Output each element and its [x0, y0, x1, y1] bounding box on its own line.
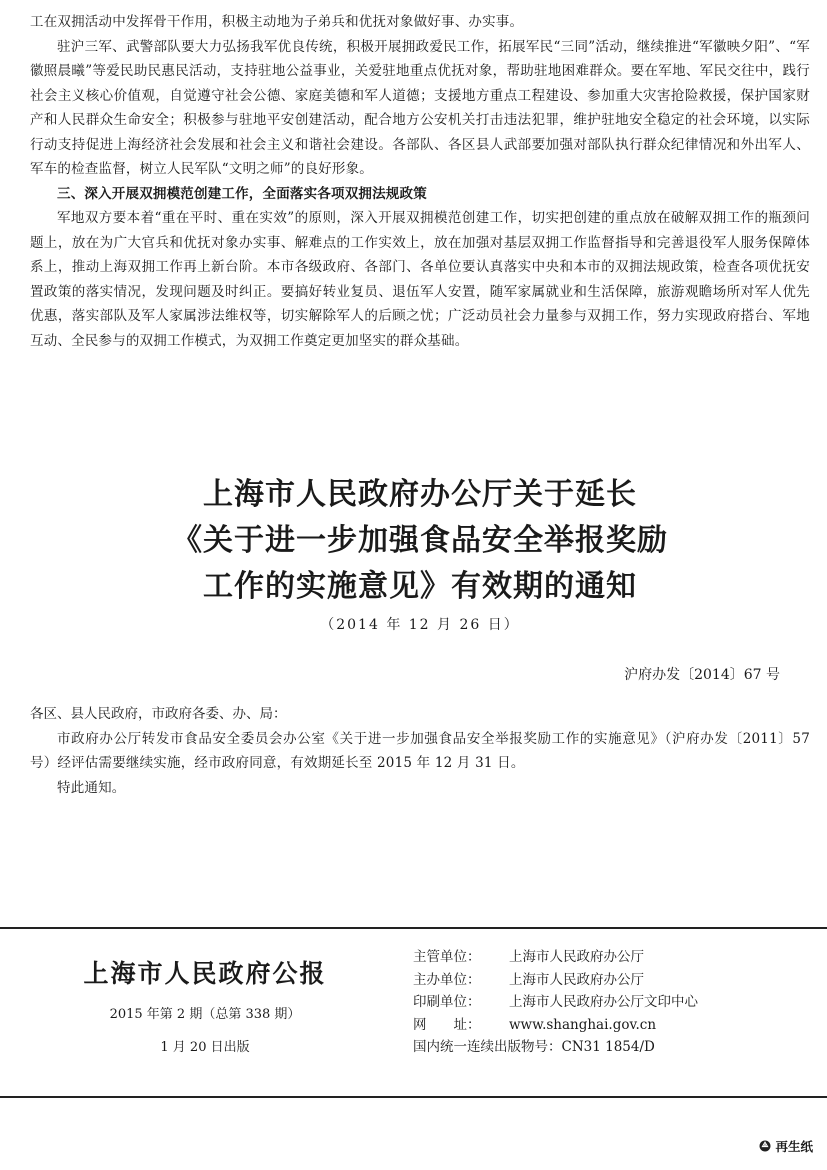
gazette-title: 上海市人民政府公报 — [83, 959, 327, 988]
recycle-icon — [759, 1140, 771, 1152]
colophon-key: 印刷单位： — [413, 994, 481, 1010]
colophon-key: 主办单位： — [413, 971, 481, 988]
notice-content: 市政府办公厅转发市食品安全委员会办公室《关于进一步加强食品安全举报奖励工作的实施意见》（沪府办发〔2011〕57 号）经评估需要继续实施，经市政府同意，有效期延长至 2015 年 12 月 31 日。 — [30, 730, 810, 771]
recycled-paper-label: 再生纸 — [775, 1139, 813, 1154]
colophon-key: 网 址： — [413, 1016, 481, 1033]
colophon-row — [413, 969, 698, 992]
colophon — [413, 946, 698, 1059]
colophon-key: 国内统一连续出版物号： — [413, 1039, 562, 1055]
notice-date: （2014 年 12 月 26 日） — [320, 617, 520, 633]
gazette-publish-date: 1 月 20 日出版 — [160, 1040, 250, 1055]
footer-top-rule — [0, 927, 827, 929]
addressee: 各区、县人民政府，市政府各委、办、局： — [30, 706, 287, 722]
colophon-row — [413, 946, 698, 969]
colophon-value: www.shanghai.gov.cn — [509, 1016, 657, 1033]
colophon-key: 主管单位： — [413, 949, 481, 965]
colophon-row — [413, 991, 698, 1014]
body-section — [30, 10, 810, 353]
notice-section — [30, 472, 810, 800]
document-number: 沪府办发〔2014〕67 号 — [624, 667, 780, 683]
colophon-value: 上海市人民政府办公厅 — [509, 971, 644, 988]
paragraph-garrison: 驻沪三军、武警部队要大力弘扬我军优良传统，积极开展拥政爱民工作，拓展军民“三同”活动，继续推进“军徽映夕阳”、“军徽照晨曦”等爱民助民惠民活动，支持驻地公益事业，关爱驻地重点优抚对象，帮助驻地困难群众。要在军地、军民交往中，践行社会主义核心价值观，自觉遵守社会公德、家庭美德和军人道德；支援地方重点工程建设、参加重大灾害抢险救援，保护国家财产和人民群众生命安全；积极参与驻地平安创建活动，配合地方公安机关打击违法犯罪，维护驻地安全稳定的社会环境，以实际行动支持促进上海经济社会发展和社会主义和谐社会建设。各部队、各区县人武部要加强对部队执行群众纪律情况和外出军人、军车的检查监督，树立人民军队“文明之师”的良好形象。 — [30, 38, 810, 177]
notice-title-line-2: 《关于进一步加强食品安全举报奖励 — [172, 523, 668, 558]
gazette-masthead — [40, 955, 370, 1055]
colophon-value: CN31 1854/D — [561, 1039, 655, 1055]
colophon-value: 上海市人民政府办公厅文印中心 — [509, 994, 698, 1010]
notice-title-line-1: 上海市人民政府办公厅关于延长 — [203, 477, 637, 512]
notice-closing: 特此通知。 — [57, 779, 126, 796]
paragraph-model-creation: 军地双方要本着“重在平时、重在实效”的原则，深入开展双拥模范创建工作，切实把创建的重点放在破解双拥工作的瓶颈问题上，放在为广大官兵和优抚对象办实事、解难点的工作实效上，放在加强对基层双拥工作监督指导和完善退役军人服务保障体系上，推动上海双拥工作再上新台阶。本市各级政府、各部门、各单位要认真落实中央和本市的双拥法规政策，检查各项优抚安置政策的落实情况，发现问题及时纠正。要搞好转业复员、退伍军人安置，随军家属就业和生活保障，旅游观瞻场所对军人优先优惠，落实部队及军人家属涉法维权等，切实解除军人的后顾之忧；广泛动员社会力量参与双拥工作，努力实现政府搭台、军地互动、全民参与的双拥工作模式，为双拥工作奠定更加坚实的群众基础。 — [30, 210, 810, 349]
gazette-issue: 2015 年第 2 期（总第 338 期） — [109, 1007, 301, 1022]
footer-bottom-rule — [0, 1096, 827, 1098]
notice-title-line-3: 工作的实施意见》有效期的通知 — [203, 569, 637, 604]
colophon-value: 上海市人民政府办公厅 — [509, 949, 644, 965]
colophon-row — [413, 1014, 698, 1037]
section-heading-3: 三、深入开展双拥模范创建工作，全面落实各项双拥法规政策 — [57, 185, 427, 202]
paragraph-continuation: 工在双拥活动中发挥骨干作用，积极主动地为子弟兵和优抚对象做好事、办实事。 — [30, 14, 524, 30]
recycled-paper-mark — [759, 1137, 813, 1155]
colophon-row — [413, 1036, 698, 1059]
